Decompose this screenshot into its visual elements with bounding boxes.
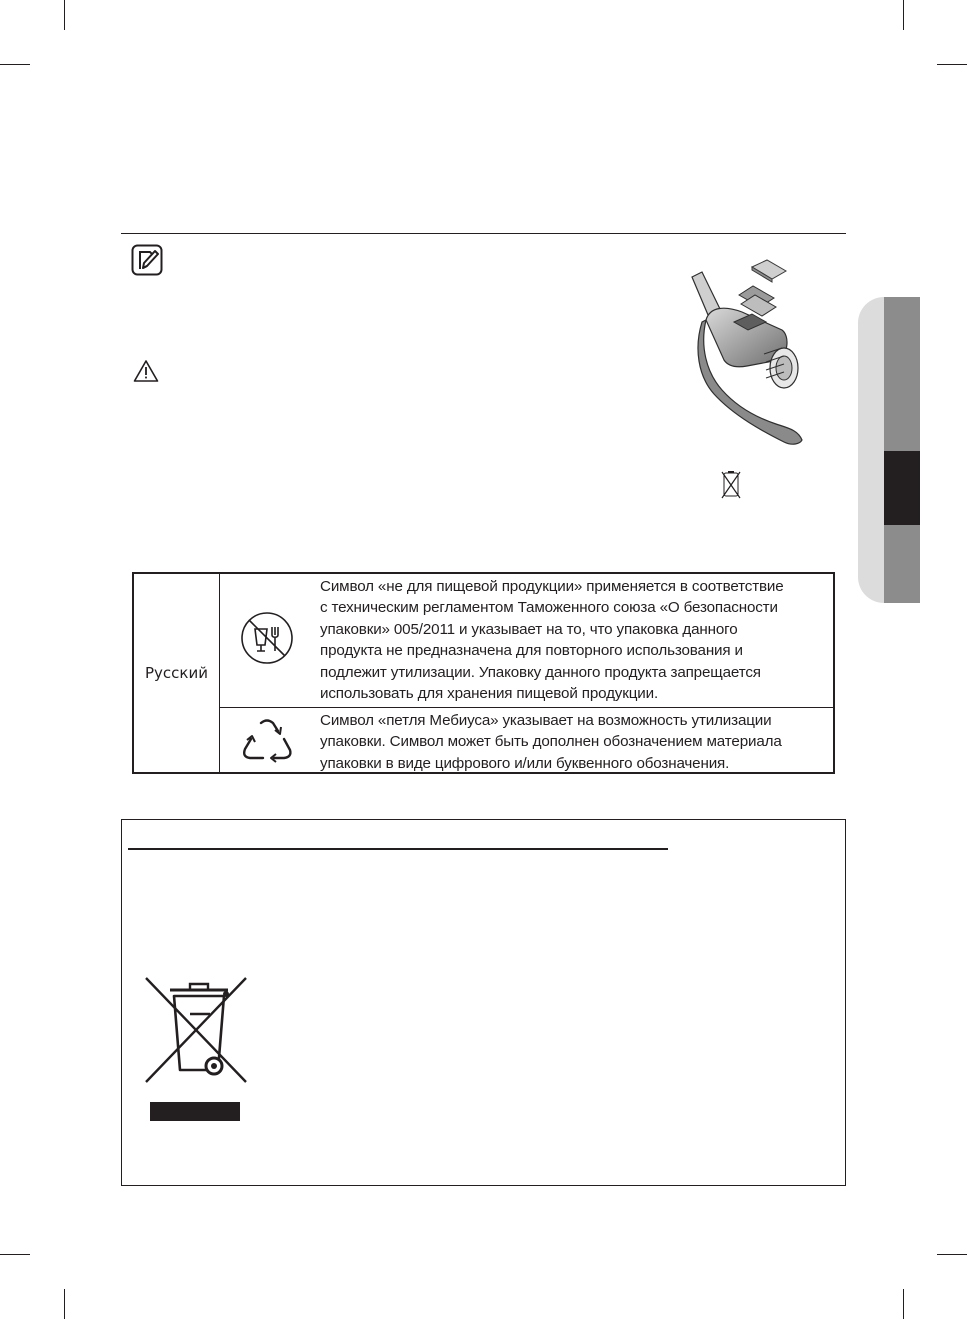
text-line: упаковки в виде цифрового и/или буквенного обозначения. (320, 754, 730, 772)
table-row-divider (219, 707, 833, 708)
packaging-symbols-table (132, 572, 835, 774)
crop-mark (64, 0, 65, 30)
text-line: подлежит утилизации. Упаковку данного продукта запрещается (320, 663, 761, 681)
text-line: Символ «петля Мебиуса» указывает на возможность утилизации (320, 712, 772, 729)
crop-mark (937, 1254, 967, 1255)
crop-mark (0, 64, 30, 65)
remote-handle-illustration (684, 256, 808, 448)
text-line: использовать для хранения пищевой продукции. (320, 685, 659, 703)
crop-mark (903, 0, 904, 30)
section-rule (121, 233, 846, 234)
mobius-loop-description (320, 710, 820, 774)
crop-mark (0, 1254, 30, 1255)
crossed-wheelie-bin-icon (144, 974, 250, 1086)
text-line: продукта не предназначена для повторного использования и (320, 642, 743, 660)
language-label: Русский (134, 574, 220, 772)
tab-edge (858, 297, 884, 603)
chapter-tab (884, 297, 920, 451)
mobius-loop-icon (239, 717, 295, 765)
text-line: с техническим регламентом Таможенного союза «О безопасности (320, 599, 778, 617)
not-for-food-description (320, 576, 820, 704)
crop-mark (903, 1289, 904, 1319)
warning-triangle-icon (133, 359, 159, 383)
not-for-food-icon (238, 609, 296, 667)
weee-black-bar (150, 1102, 240, 1121)
crossed-battery-icon (721, 469, 741, 500)
crop-mark (937, 64, 967, 65)
crop-mark (64, 1289, 65, 1319)
text-line: упаковки. Символ может быть дополнен обозначением материала (320, 733, 782, 751)
text-line: Символ «не для пищевой продукции» применяется в соответствие (320, 578, 784, 595)
note-pencil-icon (131, 244, 163, 276)
disposal-heading-rule (128, 848, 668, 850)
chapter-tab-active (884, 451, 920, 525)
text-line: упаковки» 005/2011 и указывает на то, что упаковка данного (320, 620, 738, 638)
disposal-info-box (121, 819, 846, 1186)
chapter-tab (884, 525, 920, 603)
